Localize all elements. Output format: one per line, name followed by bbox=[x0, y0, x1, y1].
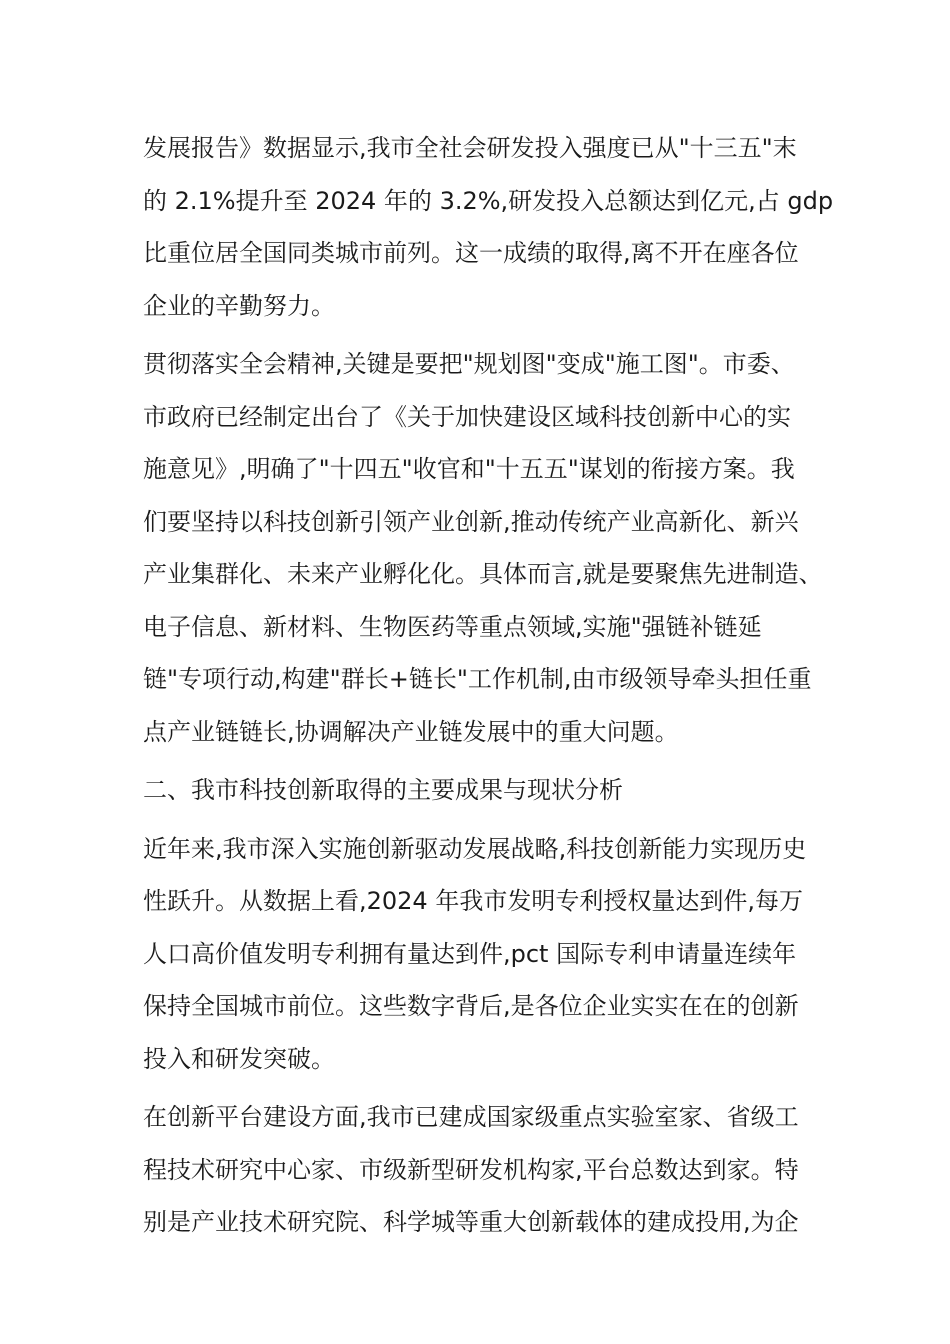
text-line: 发展报告》数据显示,我市全社会研发投入强度已从"十三五"末 bbox=[143, 134, 797, 162]
text-line: 企业的辛勤努力。 bbox=[143, 291, 335, 320]
text-line: 施意见》,明确了"十四五"收官和"十五五"谋划的衔接方案。我 bbox=[143, 455, 795, 483]
text-line: 程技术研究中心家、市级新型研发机构家,平台总数达到家。特 bbox=[143, 1155, 799, 1184]
text-line: 投入和研发突破。 bbox=[143, 1044, 335, 1073]
paragraph-rd-investment bbox=[143, 122, 834, 332]
text-line: 性跃升。从数据上看,2024 年我市发明专利授权量达到件,每万 bbox=[143, 887, 803, 915]
text-line: 人口高价值发明专利拥有量达到件,pct 国际专利申请量连续年 bbox=[143, 939, 797, 968]
text-line: 链"专项行动,构建"群长+链长"工作机制,由市级领导牵头担任重 bbox=[143, 665, 812, 693]
text-line: 别是产业技术研究院、科学城等重大创新载体的建成投用,为企 bbox=[143, 1208, 799, 1236]
section-heading bbox=[143, 764, 811, 817]
text-line: 保持全国城市前位。这些数字背后,是各位企业实实在在的创新 bbox=[143, 992, 799, 1020]
paragraph-achievements bbox=[143, 823, 811, 1086]
text-line: 市政府已经制定出台了《关于加快建设区域科技创新中心的实 bbox=[143, 402, 791, 431]
text-line: 产业集群化、未来产业孵化化。具体而言,就是要聚焦先进制造、 bbox=[143, 560, 823, 588]
section-heading-text: 二、我市科技创新取得的主要成果与现状分析 bbox=[143, 776, 623, 804]
text-line: 的 2.1%提升至 2024 年的 3.2%,研发投入总额达到亿元,占 gdp bbox=[143, 186, 834, 215]
paragraph-implementation bbox=[143, 338, 823, 758]
text-line: 近年来,我市深入实施创新驱动发展战略,科技创新能力实现历史 bbox=[143, 834, 807, 863]
text-line: 比重位居全国同类城市前列。这一成绩的取得,离不开在座各位 bbox=[143, 239, 799, 267]
paragraph-platforms bbox=[143, 1091, 811, 1249]
text-line: 点产业链链长,协调解决产业链发展中的重大问题。 bbox=[143, 717, 679, 746]
text-line: 们要坚持以科技创新引领产业创新,推动传统产业高新化、新兴 bbox=[143, 507, 799, 536]
text-line: 在创新平台建设方面,我市已建成国家级重点实验室家、省级工 bbox=[143, 1103, 799, 1131]
text-line: 电子信息、新材料、生物医药等重点领域,实施"强链补链延 bbox=[143, 612, 762, 641]
document-body bbox=[143, 122, 834, 1255]
text-line: 贯彻落实全会精神,关键是要把"规划图"变成"施工图"。市委、 bbox=[143, 350, 795, 378]
